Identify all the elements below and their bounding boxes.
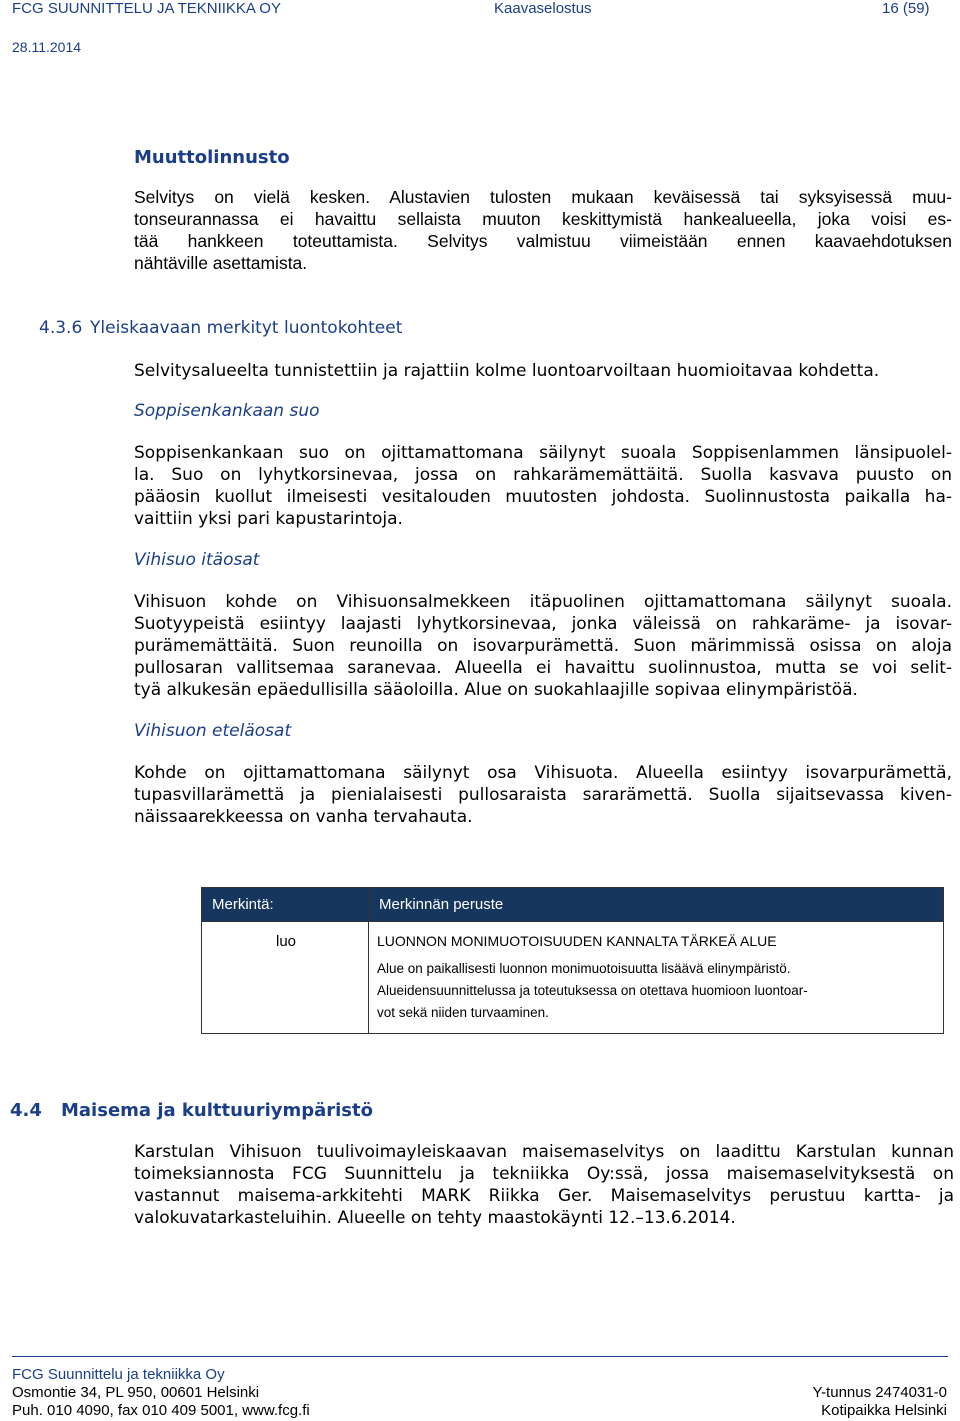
marking-code: luo — [202, 922, 369, 1034]
header-company: FCG SUUNNITTELU JA TEKNIIKKA OY — [12, 0, 281, 17]
paragraph-line: valokuvatarkasteluihin. Alueelle on tehty maastokäynti 12.–13.6.2014. — [134, 1208, 736, 1228]
paragraph-line: toimeksiannosta FCG Suunnittelu ja tekniikka Oy:ssä, jossa maisemaselvityksestä on — [134, 1164, 954, 1184]
site-paragraph — [134, 442, 952, 530]
paragraph-line: tyä alkukesän epäedullisilla sääoloilla. Alue on suokahlaajille sopivaa elinympäristöä. — [134, 680, 858, 700]
footer-domicile: Kotipaikka Helsinki — [821, 1402, 947, 1419]
site-heading: Soppisenkankaan suo — [134, 401, 320, 421]
paragraph-line: tää hankkeen toteuttamista. Selvitys valmistuu viimeistään ennen kaavaehdotuksen — [134, 231, 952, 251]
marking-basis — [369, 922, 944, 1034]
paragraph-line: la. Suo on lyhytkorsinevaa, jossa on rahkarämemättäitä. Suolla kasvava puusto on — [134, 465, 952, 485]
basis-line: Alue on paikallisesti luonnon monimuotoisuutta lisäävä elinympäristö. — [377, 961, 791, 976]
paragraph-line: Kohde on ojittamattomana säilynyt osa Vihisuota. Alueella esiintyy isovarpurämettä, — [134, 763, 952, 783]
paragraph-line: Selvitys on vielä kesken. Alustavien tulosten mukaan keväisessä tai syksyisessä muu- — [134, 187, 952, 207]
section-436-title: Yleiskaavaan merkityt luontokohteet — [90, 318, 403, 338]
marking-basis-text — [377, 958, 935, 1024]
migratory-paragraph — [134, 186, 952, 274]
site-paragraph — [134, 591, 952, 701]
footer-company: FCG Suunnittelu ja tekniikka Oy — [12, 1366, 225, 1383]
header-doc-type: Kaavaselostus — [494, 0, 592, 17]
marking-basis-title: LUONNON MONIMUOTOISUUDEN KANNALTA TÄRKEÄ ALUE — [377, 933, 777, 949]
section-44-title: Maisema ja kulttuuriympäristö — [61, 1100, 373, 1121]
footer-address: Osmontie 34, PL 950, 00601 Helsinki — [12, 1384, 260, 1401]
paragraph-line: purämemättäitä. Suon reunoilla on isovarpurämettä. Suon märimmissä osissa on aloja — [134, 636, 952, 656]
section-436-number: 4.3.6 — [39, 318, 83, 338]
paragraph-line: tupasvillarämettä ja pienialaisesti pullosaraista sararämettä. Suolla sijaitsevassa kiven- — [134, 785, 952, 805]
site-heading: Vihisuo itäosat — [134, 550, 260, 570]
paragraph-line: pääosin kuollut ilmeisesti vesitalouden muutosten johdosta. Suolinnustosta paikalla ha- — [134, 487, 952, 507]
footer-divider — [12, 1356, 948, 1357]
paragraph-line: vaittiin yksi pari kapustarintoja. — [134, 509, 403, 529]
paragraph-line: Soppisenkankaan suo on ojittamattomana säilynyt suoala Soppisenlammen länsipuolel- — [134, 443, 952, 463]
basis-line: Alueidensuunnittelussa ja toteutuksessa on otettava huomioon luontoar- — [377, 983, 808, 998]
paragraph-line: näissaarekkeessa on vanha tervahauta. — [134, 807, 473, 827]
header-page-number: 16 (59) — [882, 0, 930, 17]
paragraph-line: Vihisuon kohde on Vihisuonsalmekkeen itäpuolinen ojittamattomana säilynyt suoala. — [134, 592, 952, 612]
header-date: 28.11.2014 — [12, 39, 82, 55]
table-header-row — [202, 888, 944, 922]
marking-table — [201, 887, 944, 1034]
section-44-paragraph — [134, 1141, 954, 1229]
paragraph-line: Suotyypeistä esiintyy laajasti lyhytkorsinevaa, jonka väleissä on rahkaräme- ja isovar- — [134, 614, 952, 634]
table-header-cell: Merkinnän peruste — [369, 888, 944, 922]
site-heading: Vihisuon eteläosat — [134, 721, 292, 741]
table-header-cell: Merkintä: — [202, 888, 369, 922]
paragraph-line: pullosaran vallitsemaa saranevaa. Alueella ei havaittu suolinnustoa, mutta se voi selit- — [134, 658, 952, 678]
paragraph-line: tonseurannassa ei havaittu sellaista muuton keskittymistä hankealueella, joka voisi es- — [134, 209, 952, 229]
section-44-number: 4.4 — [10, 1100, 42, 1121]
paragraph-line: vastannut maisema-arkkitehti MARK Riikka Ger. Maisemaselvitys perustuu kartta- ja — [134, 1186, 954, 1206]
footer-phone: Puh. 010 4090, fax 010 409 5001, www.fcg.fi — [12, 1402, 310, 1419]
basis-line: vot sekä niiden turvaaminen. — [377, 1005, 549, 1020]
migratory-title: Muuttolinnusto — [134, 147, 290, 168]
table-row — [202, 922, 944, 1034]
section-436-intro: Selvitysalueelta tunnistettiin ja rajattiin kolme luontoarvoiltaan huomioitavaa kohdetta. — [134, 361, 880, 381]
footer-business-id: Y-tunnus 2474031-0 — [812, 1384, 947, 1401]
paragraph-line: nähtäville asettamista. — [134, 253, 308, 273]
site-paragraph — [134, 762, 952, 828]
paragraph-line: Karstulan Vihisuon tuulivoimayleiskaavan maisemaselvitys on laadittu Karstulan kunnan — [134, 1142, 954, 1162]
